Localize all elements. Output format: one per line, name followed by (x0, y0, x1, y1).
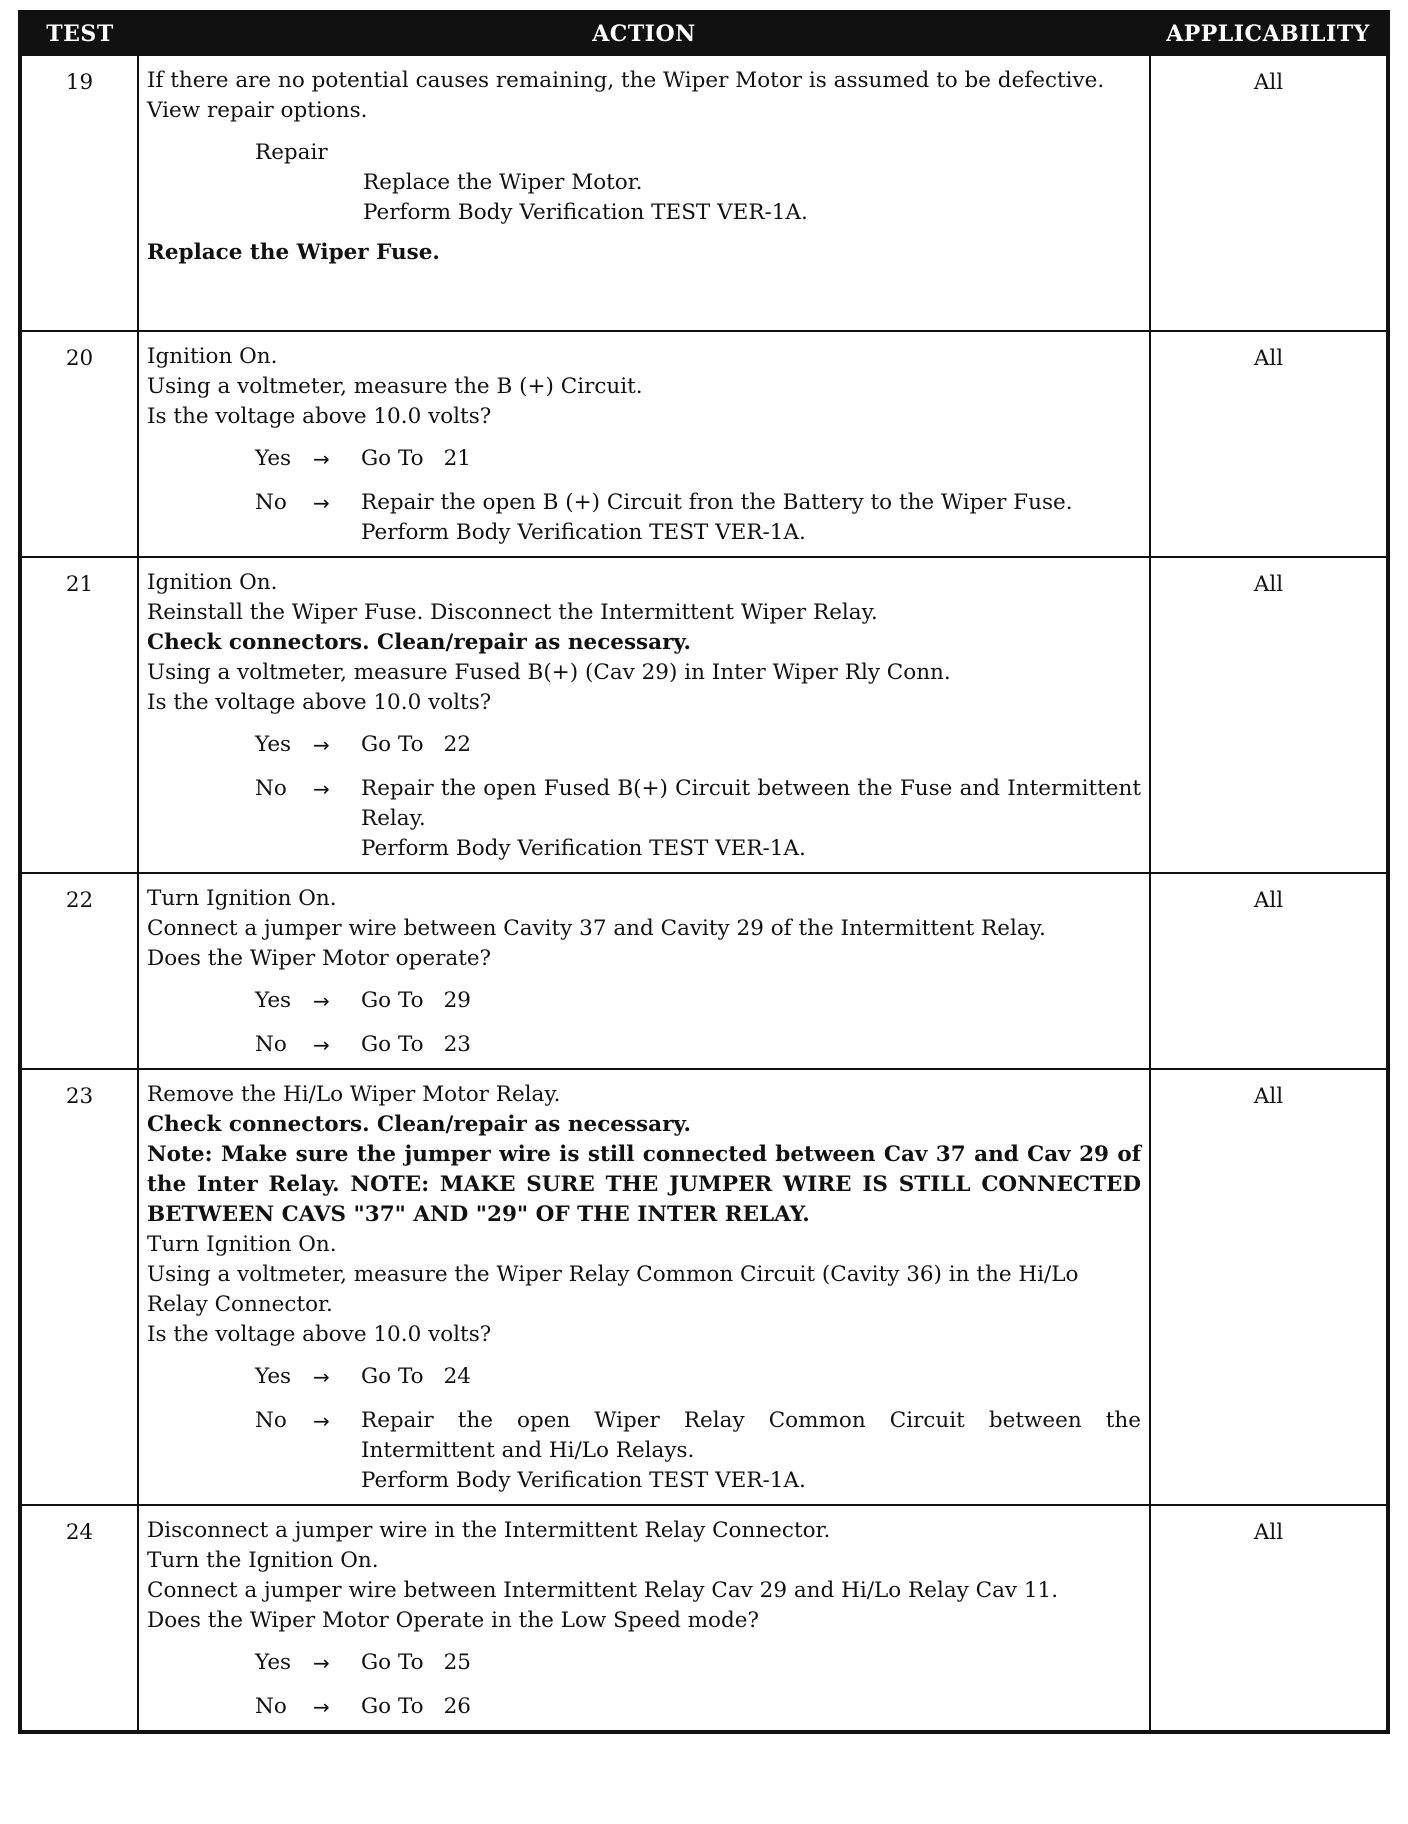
no-branch (255, 1406, 1141, 1496)
action-line: Is the voltage above 10.0 volts? (147, 1322, 492, 1347)
no-branch (255, 488, 1141, 548)
arrow-icon: → (313, 1409, 330, 1433)
action-line-bold: Check connectors. Clean/repair as necessary. (147, 630, 691, 655)
action-line: Connect a jumper wire between Intermittent Relay Cav 29 and Hi/Lo Relay Cav 11. (147, 1578, 1059, 1603)
branch-key: Yes (255, 732, 292, 757)
action-line-bold: Check connectors. Clean/repair as necessary. (147, 1112, 691, 1137)
arrow-icon: → (313, 447, 330, 471)
applicability-cell: All (1150, 557, 1388, 873)
test-row-21 (20, 557, 1388, 873)
action-line-bold: Replace the Wiper Fuse. (147, 240, 440, 265)
no-branch (255, 1692, 1141, 1722)
test-number: 19 (20, 55, 138, 331)
action-line: View repair options. (147, 98, 368, 123)
header-action: ACTION (138, 12, 1150, 55)
branch-line: Repair the open Fused B(+) Circuit between the Fuse and Intermittent Relay. (361, 776, 1141, 831)
arrow-icon: → (313, 1033, 330, 1057)
no-branch (255, 1030, 1141, 1060)
goto-label: Go To (361, 446, 424, 471)
action-cell (138, 331, 1150, 557)
goto-label: Go To (361, 1364, 424, 1389)
action-line: Is the voltage above 10.0 volts? (147, 690, 492, 715)
test-row-23 (20, 1069, 1388, 1505)
action-cell (138, 1505, 1150, 1732)
goto-target: 22 (443, 732, 471, 757)
arrow-icon: → (313, 1695, 330, 1719)
branch-line: Perform Body Verification TEST VER-1A. (361, 1468, 806, 1493)
action-line: Turn Ignition On. (147, 1232, 337, 1257)
test-number: 24 (20, 1505, 138, 1732)
action-line: Turn the Ignition On. (147, 1548, 379, 1573)
repair-line: Replace the Wiper Motor. (363, 170, 643, 195)
branch-key: Yes (255, 446, 292, 471)
action-line: Ignition On. (147, 570, 278, 595)
goto-target: 21 (443, 446, 471, 471)
yes-branch (255, 986, 1141, 1016)
yes-branch (255, 1648, 1141, 1678)
table-header-row (20, 12, 1388, 55)
goto-label: Go To (361, 988, 424, 1013)
branch-key: No (255, 490, 287, 515)
branch-key: Yes (255, 1364, 292, 1389)
test-number: 23 (20, 1069, 138, 1505)
test-row-22 (20, 873, 1388, 1069)
action-note-bold: Note: Make sure the jumper wire is still connected between Cav 37 and Cav 29 of the Inter Relay. NOTE: MAKE SURE THE JUMPER WIRE IS STILL CONNECTED BETWEEN CAVS "37" AND "29" OF THE INTER RELAY. (147, 1142, 1141, 1227)
arrow-icon: → (313, 777, 330, 801)
goto-label: Go To (361, 1032, 424, 1057)
test-number: 22 (20, 873, 138, 1069)
action-line: Using a voltmeter, measure the Wiper Relay Common Circuit (Cavity 36) in the Hi/Lo Relay Connector. (147, 1262, 1079, 1317)
action-cell (138, 55, 1150, 331)
goto-label: Go To (361, 732, 424, 757)
action-line: Turn Ignition On. (147, 886, 337, 911)
yes-branch (255, 444, 1141, 474)
test-row-19 (20, 55, 1388, 331)
test-number: 21 (20, 557, 138, 873)
arrow-icon: → (313, 1651, 330, 1675)
goto-target: 29 (443, 988, 471, 1013)
action-line: Does the Wiper Motor Operate in the Low Speed mode? (147, 1608, 760, 1633)
arrow-icon: → (313, 491, 330, 515)
diagnostic-table (18, 10, 1390, 1734)
goto-target: 23 (443, 1032, 471, 1057)
goto-label: Go To (361, 1694, 424, 1719)
action-cell (138, 557, 1150, 873)
goto-target: 24 (443, 1364, 471, 1389)
applicability-cell: All (1150, 1069, 1388, 1505)
branch-line: Perform Body Verification TEST VER-1A. (361, 836, 806, 861)
action-cell (138, 1069, 1150, 1505)
action-line: Disconnect a jumper wire in the Intermittent Relay Connector. (147, 1518, 831, 1543)
action-line: Is the voltage above 10.0 volts? (147, 404, 492, 429)
test-number: 20 (20, 331, 138, 557)
yes-branch (255, 1362, 1141, 1392)
branch-line: Repair the open Wiper Relay Common Circuit between the Intermittent and Hi/Lo Relays. (361, 1408, 1141, 1463)
branch-key: No (255, 1694, 287, 1719)
repair-line: Perform Body Verification TEST VER-1A. (363, 200, 808, 225)
header-applicability: APPLICABILITY (1150, 12, 1388, 55)
branch-line: Repair the open B (+) Circuit fron the Battery to the Wiper Fuse. (361, 490, 1073, 515)
yes-branch (255, 730, 1141, 760)
branch-key: Yes (255, 1650, 292, 1675)
arrow-icon: → (313, 733, 330, 757)
action-line: Does the Wiper Motor operate? (147, 946, 492, 971)
header-test: TEST (20, 12, 138, 55)
applicability-cell: All (1150, 873, 1388, 1069)
action-line: Connect a jumper wire between Cavity 37 and Cavity 29 of the Intermittent Relay. (147, 916, 1046, 941)
action-line: Ignition On. (147, 344, 278, 369)
repair-title: Repair (255, 140, 328, 165)
arrow-icon: → (313, 989, 330, 1013)
branch-line: Perform Body Verification TEST VER-1A. (361, 520, 806, 545)
action-line: Using a voltmeter, measure the B (+) Circuit. (147, 374, 643, 399)
diagnostic-page (18, 10, 1386, 1734)
goto-target: 25 (443, 1650, 471, 1675)
action-line: Using a voltmeter, measure Fused B(+) (Cav 29) in Inter Wiper Rly Conn. (147, 660, 951, 685)
goto-label: Go To (361, 1650, 424, 1675)
goto-target: 26 (443, 1694, 471, 1719)
branch-key: No (255, 776, 287, 801)
action-line: Reinstall the Wiper Fuse. Disconnect the Intermittent Wiper Relay. (147, 600, 878, 625)
arrow-icon: → (313, 1365, 330, 1389)
branch-key: Yes (255, 988, 292, 1013)
applicability-cell: All (1150, 1505, 1388, 1732)
applicability-cell: All (1150, 331, 1388, 557)
applicability-cell: All (1150, 55, 1388, 331)
action-line: If there are no potential causes remaining, the Wiper Motor is assumed to be defective. (147, 68, 1105, 93)
test-row-20 (20, 331, 1388, 557)
action-cell (138, 873, 1150, 1069)
branch-key: No (255, 1032, 287, 1057)
action-line: Remove the Hi/Lo Wiper Motor Relay. (147, 1082, 561, 1107)
branch-key: No (255, 1408, 287, 1433)
no-branch (255, 774, 1141, 864)
test-row-24 (20, 1505, 1388, 1732)
